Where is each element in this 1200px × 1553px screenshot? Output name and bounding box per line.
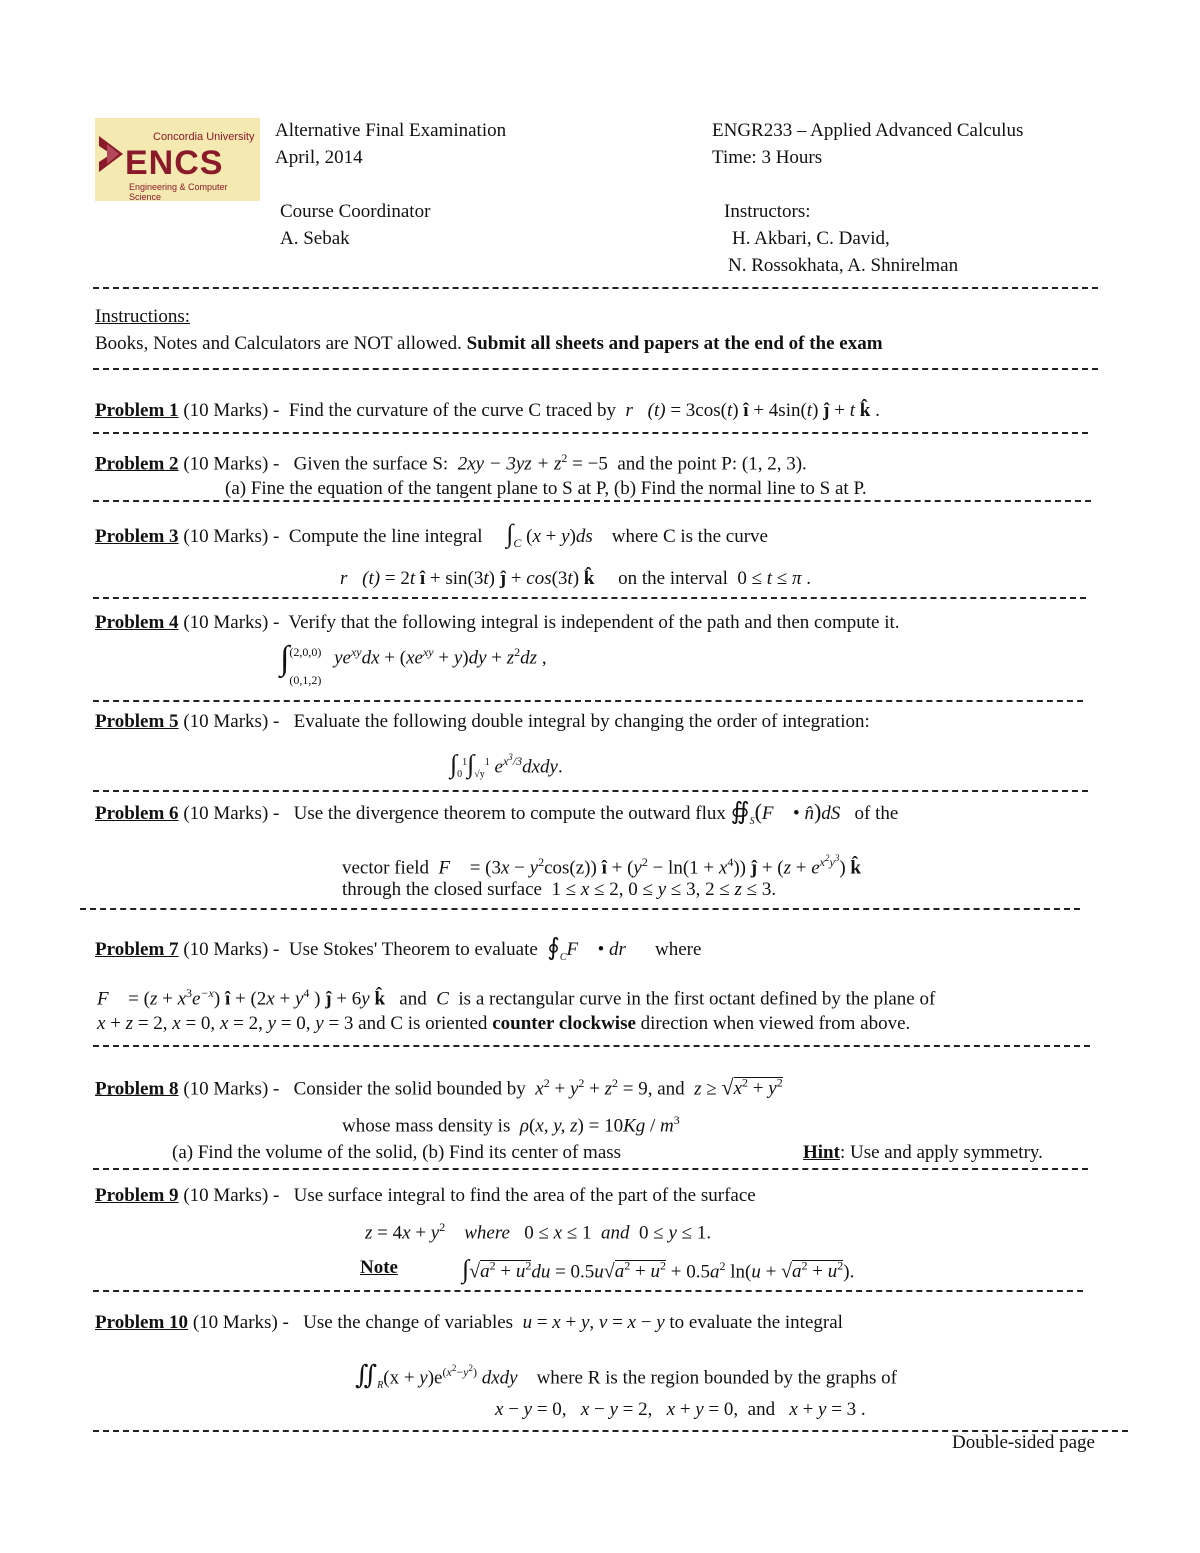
logo-subtitle: Engineering & Computer Science	[129, 182, 228, 201]
problem-4-integral: ∫ (2,0,0) (0,1,2) $ye^{xy}dx + (xe^{xy} + y)dy + z^2dz$ ,	[280, 640, 547, 687]
problem-marks: (10 Marks) -	[183, 1078, 280, 1100]
problem-3: Problem 3 (10 Marks) - Compute the line integral $\int_C$ (x + y)ds where C is the curve	[95, 519, 768, 550]
problem-8-density: whose mass density is ρ(x, y, $z) = 10Kg / m^3$	[342, 1113, 680, 1137]
problem-5	[95, 710, 870, 734]
problem-text2: and the point P: (1, 2, 3).	[617, 453, 807, 475]
problem-text: Given the surface S:	[293, 453, 449, 475]
divider	[93, 1045, 1090, 1047]
problem-8-hint	[803, 1141, 1043, 1165]
problem-3-curve: r⃗(t) = 2t î + sin(3t) ĵ + cos(3t) k̂ on the interval 0 ≤ t ≤ π .	[340, 568, 812, 589]
divider	[93, 432, 1088, 434]
divider	[93, 700, 1083, 702]
hint-text: : Use and apply symmetry.	[839, 1142, 1043, 1163]
problem-text: Use Stokes' Theorem to evaluate	[288, 939, 538, 960]
problem-text4: through the closed surface	[342, 879, 542, 900]
coordinator-label: Course Coordinator	[280, 201, 431, 222]
problem-marks: (10 Marks) -	[183, 803, 280, 824]
problem-text6: direction when viewed from above.	[640, 1013, 911, 1034]
instructions-text	[95, 332, 883, 356]
problem-marks: (10 Marks) -	[183, 1185, 280, 1206]
problem-text: Use surface integral to find the area of the part of the surface	[293, 1185, 756, 1206]
instructors-label: Instructors:	[724, 201, 811, 222]
divider	[93, 500, 1091, 502]
problem-6: Problem 6 (10 Marks) - Use the divergence theorem to compute the outward flux $∯_S(F⃗$ • n̂)dS of the	[95, 799, 899, 827]
problem-text2: whose mass density is	[342, 1115, 511, 1137]
encs-logo	[95, 118, 260, 201]
exam-date: April, 2014	[275, 147, 363, 168]
problem-marks: (10 Marks) -	[183, 453, 280, 475]
problem-marks: (10 Marks) -	[183, 939, 280, 960]
problem-text: Evaluate the following double integral by changing the order of integration:	[293, 711, 870, 732]
problem-10-integral: $∬_R(x + y)e^{(x^2-y^2)}$ dxdy where R is the region bounded by the graphs of	[355, 1360, 897, 1392]
instructors-line1: H. Akbari, C. David,	[732, 228, 890, 249]
problem-text3: vector field	[342, 857, 430, 879]
problem-text: Consider the solid bounded by	[293, 1078, 526, 1100]
problem-text5: and C is oriented	[358, 1013, 488, 1034]
coordinator-name: A. Sebak	[280, 228, 350, 249]
problem-1: Problem 1 (10 Marks) - Find the curvature of the curve C traced by r⃗(t) = 3cos(t) î + 4sin(t) ĵ + t k̂ .	[95, 400, 880, 421]
problem-9	[95, 1184, 756, 1208]
problem-6-field: vector field F⃗ = $(3x - y^2\cos(z))$ î + $(y^2 - \ln(1 + x^4))$ ĵ + $(z + e^{x^2y^3})$ k̂	[342, 853, 861, 879]
divider	[80, 908, 1080, 910]
problem-9-surface: $z = 4x + y^2$ where 0 ≤ x ≤ 1 and 0 ≤ y ≤ 1.	[365, 1220, 712, 1244]
problem-text: Find the curvature of the curve C traced by	[288, 400, 616, 421]
problem-marks: (10 Marks) -	[183, 400, 280, 421]
problem-2: Problem 2 (10 Marks) - Given the surface S: $2xy - 3yz + z^2 = -5$ and the point P: (1, 2, 3).	[95, 451, 807, 475]
problem-text2: where	[654, 939, 702, 960]
course-title: ENGR233 – Applied Advanced Calculus	[712, 120, 1024, 141]
problem-7: Problem 7 (10 Marks) - Use Stokes' Theorem to evaluate $∮_CF⃗$ • dr⃗ where	[95, 935, 702, 963]
problem-label: Problem 1	[95, 400, 179, 421]
problem-4	[95, 611, 900, 635]
problem-text4: is a rectangular curve in the first octant defined by the plane of	[458, 988, 936, 1010]
problem-text2: where C is the curve	[611, 526, 768, 547]
problem-9-formula: $\int√a^2 + u^2du = 0.5u√a^2 + u^2 + 0.5a^2$ $\ln(u + √a^2 + u^2)$.	[462, 1254, 855, 1284]
problem-text: Use the change of variables	[303, 1312, 514, 1333]
problem-text: Verify that the following integral is independent of the path and then compute it.	[288, 612, 900, 633]
problem-label: Problem 9	[95, 1185, 179, 1206]
problem-label: Problem 8	[95, 1078, 179, 1100]
problem-label: Problem 10	[95, 1312, 189, 1333]
logo-university: Concordia University	[153, 131, 255, 143]
problem-2-parts: (a) Fine the equation of the tangent plane to S at P, (b) Find the normal line to S at P.	[225, 478, 867, 499]
divider	[93, 1168, 1088, 1170]
problem-text3: on the interval	[618, 568, 728, 589]
problem-label: Problem 7	[95, 939, 179, 960]
problem-text2: to evaluate the integral	[669, 1312, 843, 1333]
problem-marks: (10 Marks) -	[183, 711, 280, 732]
instructions-heading: Instructions:	[95, 306, 190, 327]
problem-label: Problem 4	[95, 612, 179, 633]
problem-5-integral: $\int_0^1\int_{√y}^1$ $e^{x^3/3}dxdy$.	[450, 749, 563, 781]
problem-6-surface: through the closed surface 1 ≤ x ≤ 2, 0 ≤ y ≤ 3, 2 ≤ z ≤ 3.	[342, 879, 777, 900]
divider	[93, 287, 1098, 289]
problem-8: Problem 8 (10 Marks) - Consider the solid bounded by $x^2 + y^2 + z^2 = 9$, and $z \ge √x^2 + y^2$	[95, 1074, 783, 1100]
problem-8-parts	[172, 1141, 621, 1165]
divider	[93, 597, 1086, 599]
problem-marks: (10 Marks) -	[183, 612, 280, 633]
problem-10-region: x − y = 0, x − y = 2, x + y = 0, and x + y = 3 .	[495, 1399, 866, 1420]
instructions-bold: Submit all sheets and papers at the end of the exam	[466, 333, 883, 354]
problem-7-plane: x + z = 2, x = 0, x = 2, y = 0, y = 3 and C is oriented counter clockwise direction when viewed from above.	[97, 1013, 911, 1034]
problem-marks: (10 Marks) -	[183, 526, 280, 547]
exam-duration: Time: 3 Hours	[712, 147, 823, 168]
problem-9-note	[360, 1256, 398, 1280]
problem-text: Use the divergence theorem to compute the outward flux	[293, 803, 726, 824]
problem-text3: where R is the region bounded by the graphs of	[536, 1367, 897, 1389]
divider	[93, 1290, 1083, 1292]
divider	[93, 368, 1098, 370]
problem-text3: and	[399, 988, 427, 1010]
problem-label: Problem 6	[95, 803, 179, 824]
problem-label: Problem 5	[95, 711, 179, 732]
problem-marks: (10 Marks) -	[192, 1312, 289, 1333]
instructors-line2: N. Rossokhata, A. Shnirelman	[728, 255, 959, 276]
problem-text: Compute the line integral	[288, 526, 483, 547]
problem-bold: counter clockwise	[492, 1013, 636, 1034]
note-label: Note	[360, 1257, 398, 1278]
hint-label: Hint	[803, 1142, 840, 1163]
problem-7-field: F⃗ = $(z + x^3e^{-x})$ î + ($2x + y^4$ ) ĵ + 6y k̂ and C is a rectangular curve in the first octant defined by the plane of	[97, 986, 936, 1010]
problem-label: Problem 2	[95, 453, 179, 475]
instructions-normal: Books, Notes and Calculators are NOT allowed.	[95, 333, 462, 354]
divider	[93, 790, 1088, 792]
logo-name: ENCS	[125, 144, 224, 182]
problem-sub: (a) Find the volume of the solid, (b) Find its center of mass	[172, 1142, 622, 1163]
problem-10: Problem 10 (10 Marks) - Use the change of variables u = x + y, v = x − y to evaluate the integral	[95, 1312, 843, 1333]
footer-note: Double-sided page	[952, 1432, 1095, 1453]
exam-title: Alternative Final Examination	[275, 120, 507, 141]
problem-label: Problem 3	[95, 526, 179, 547]
problem-text2: of the	[854, 803, 899, 824]
